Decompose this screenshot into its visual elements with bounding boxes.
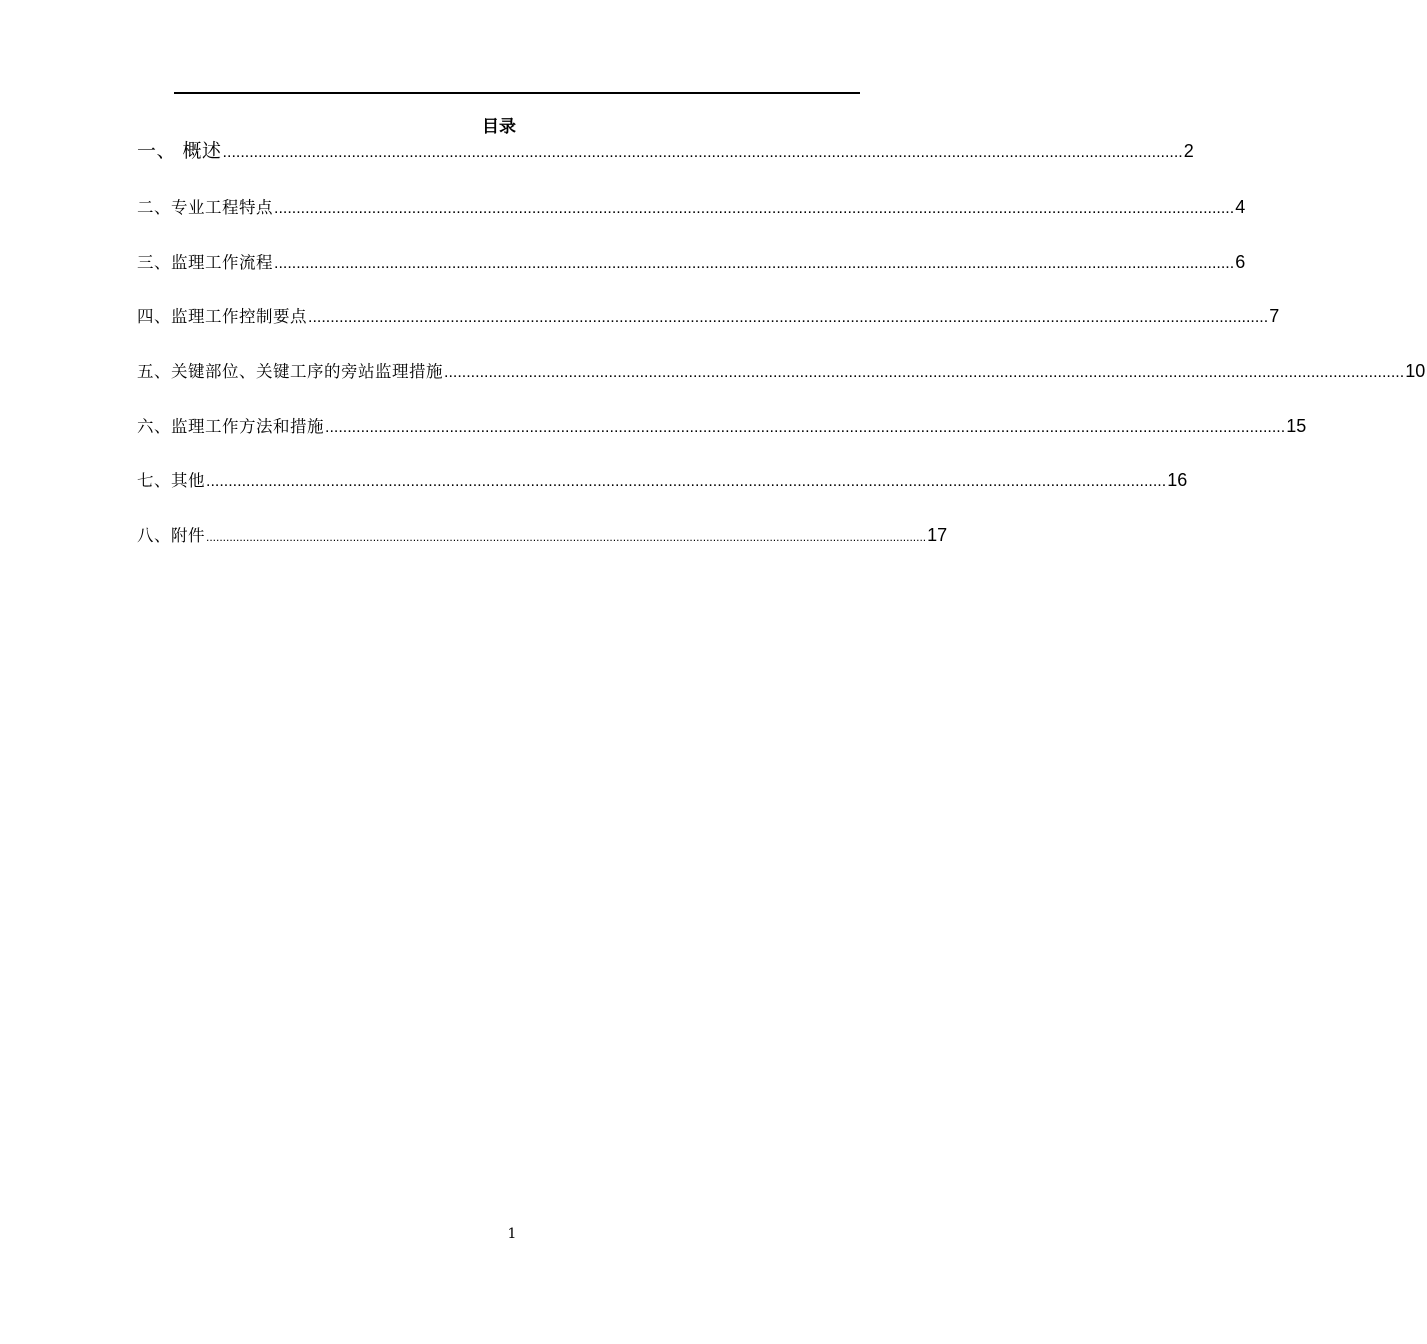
toc-entry-page: 6 — [1235, 252, 1246, 272]
toc-entry-label: 八、附件 — [137, 526, 205, 545]
toc-entry-label: 四、监理工作控制要点 — [137, 307, 307, 326]
toc-entry-page: 16 — [1167, 470, 1188, 490]
toc-entry-label: 三、监理工作流程 — [137, 253, 273, 272]
toc-leader-dots: ........................................................................................................................................................................................................................ — [308, 309, 1269, 326]
toc-leader-dots: ........................................................................................................................................................................................................................ — [206, 473, 1167, 490]
toc-entry-attachments[interactable] — [137, 522, 948, 548]
toc-entry-label: 六、监理工作方法和措施 — [137, 417, 324, 436]
toc-leader-dots: ........................................................................................................................................................................................................................ — [206, 530, 927, 544]
toc-entry-label: 七、其他 — [137, 471, 205, 490]
toc-entry-page: 17 — [927, 525, 948, 545]
toc-leader-dots: ........................................................................................................................................................................................................................ — [222, 144, 1183, 161]
toc-entry-workflow[interactable] — [137, 249, 1246, 275]
footer-page-number: 1 — [507, 1226, 517, 1242]
toc-entry-label: 五、关键部位、关键工序的旁站监理措施 — [137, 362, 443, 381]
toc-entry-features[interactable] — [137, 194, 1246, 220]
toc-entry-page: 4 — [1235, 197, 1246, 217]
toc-entry-other[interactable] — [137, 467, 1188, 493]
toc-entry-page: 10 — [1405, 361, 1426, 381]
toc-leader-dots: ........................................................................................................................................................................................................................ — [274, 200, 1235, 217]
toc-entry-page: 7 — [1269, 306, 1280, 326]
toc-entry-control-points[interactable] — [137, 303, 1280, 329]
header-rule — [174, 92, 860, 94]
toc-leader-dots: ........................................................................................................................................................................................................................ — [274, 255, 1235, 272]
toc-entry-page: 2 — [1183, 141, 1194, 161]
toc-entry-label: 一、 概述 — [137, 140, 222, 162]
toc-entry-page: 15 — [1286, 416, 1307, 436]
toc-title: 目录 — [482, 117, 516, 137]
toc-leader-dots: ........................................................................................................................................................................................................................ — [444, 364, 1405, 381]
toc-entry-methods[interactable] — [137, 413, 1307, 439]
toc-leader-dots: ........................................................................................................................................................................................................................ — [325, 419, 1286, 436]
toc-entry-label: 二、专业工程特点 — [137, 198, 273, 217]
toc-entry-key-positions[interactable] — [137, 358, 1426, 384]
toc-entry-overview[interactable] — [137, 138, 1194, 164]
